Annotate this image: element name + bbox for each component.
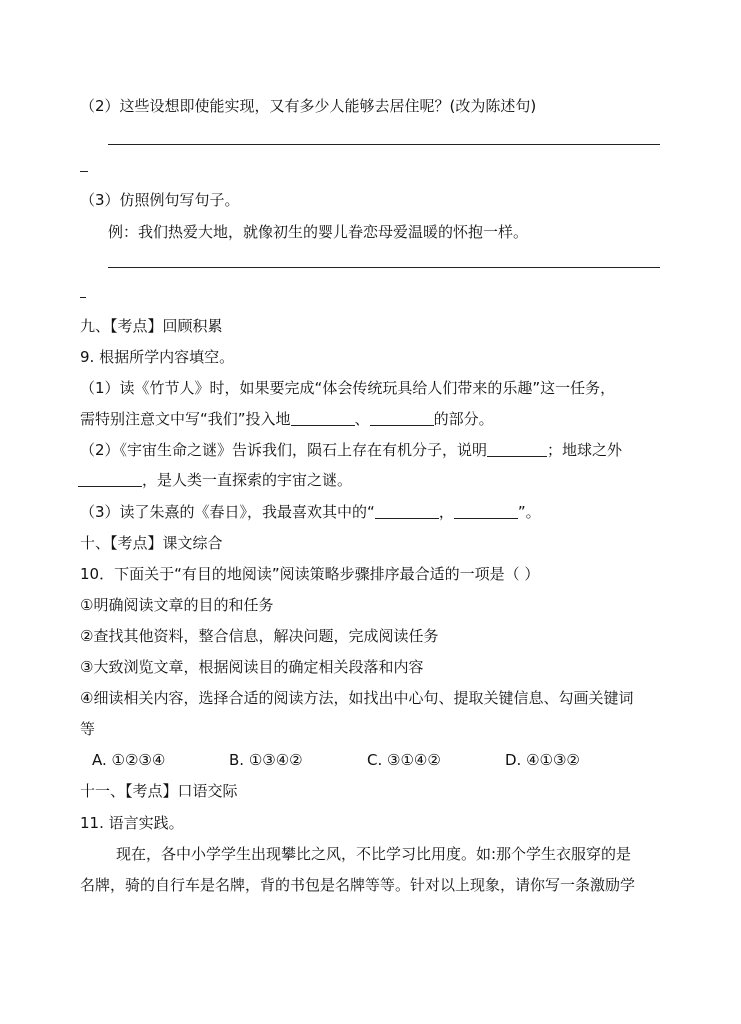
q9-item1-line1: （1）读《竹节人》时，如果要完成“体会传统玩具给人们带来的乐趣”这一任务， (80, 379, 616, 397)
q10-option-b[interactable]: B. ①③④② (229, 751, 303, 769)
q9-item3-text-b: ”。 (517, 503, 541, 521)
section9-heading: 九、【考点】回顾积累 (80, 317, 223, 335)
q8-item2-answer-line-wrap (80, 171, 88, 172)
q9-item1-blank-2[interactable] (370, 411, 434, 426)
q9-item2-text-c: ，是人类一直探索的宇宙之谜。 (142, 471, 353, 489)
q10-step-1: ①明确阅读文章的目的和任务 (80, 596, 274, 614)
q9-item2-blank-2[interactable] (78, 472, 142, 487)
q9-item3 (80, 502, 541, 522)
q11-title: 11. 语言实践。 (80, 814, 184, 832)
section11-heading: 十一、【考点】口语交际 (80, 782, 238, 800)
q9-item3-sep: ， (438, 503, 454, 521)
q8-item3: （3）仿照例句写句子。 (80, 191, 240, 209)
q10-step-4-cont: 等 (80, 720, 96, 738)
q9-item3-blank-1[interactable] (375, 504, 439, 519)
q9-item2-line1 (80, 440, 622, 460)
q9-item1-text-b: 的部分。 (433, 410, 494, 428)
q10-option-d[interactable]: D. ④①③② (505, 751, 580, 769)
q10-step-4: ④细读相关内容，选择合适的阅读方法，如找出中心句、提取关键信息、勾画关键词 (80, 689, 634, 707)
q9-title: 9. 根据所学内容填空。 (80, 348, 235, 366)
q9-item3-blank-2[interactable] (454, 504, 518, 519)
q8-example: 例：我们热爱大地，就像初生的婴儿眷恋母爱温暖的怀抱一样。 (108, 223, 529, 241)
q9-item2-text-a: （2）《宇宙生命之谜》告诉我们，陨石上存在有机分子，说明 (80, 441, 488, 459)
q9-item2-text-b: ；地球之外 (547, 441, 623, 459)
q9-item1-blank-1[interactable] (291, 411, 355, 426)
q9-item2-line2 (78, 470, 352, 490)
q10-option-a[interactable]: A. ①②③④ (92, 751, 166, 769)
q9-item3-text-a: （3）读了朱熹的《春日》，我最喜欢其中的“ (80, 503, 375, 521)
q8-item3-answer-line-wrap (80, 297, 86, 298)
q11-paragraph-line1: 现在，各中小学学生出现攀比之风，不比学习比用度。如:那个学生衣服穿的是 (116, 845, 632, 863)
q9-item2-blank-1[interactable] (487, 442, 547, 457)
q10-option-c[interactable]: C. ③①④② (367, 751, 441, 769)
q10-step-2: ②查找其他资料，整合信息，解决问题，完成阅读任务 (80, 627, 439, 645)
section10-heading: 十、【考点】课文综合 (80, 534, 223, 552)
q8-item2-answer-line[interactable] (108, 144, 660, 145)
q8-item2: （2）这些设想即使能实现，又有多少人能够去居住呢？(改为陈述句) (80, 97, 537, 115)
q10-title: 10．下面关于“有目的地阅读”阅读策略步骤排序最合适的一项是（ ） (80, 565, 540, 583)
q11-paragraph-line2: 名牌，骑的自行车是名牌，背的书包是名牌等等。针对以上现象，请你写一条激励学 (80, 876, 636, 894)
q9-item1-line2 (80, 409, 494, 429)
q9-item1-sep: 、 (354, 410, 370, 428)
q10-step-3: ③大致浏览文章，根据阅读目的确定相关段落和内容 (80, 658, 424, 676)
q8-item3-answer-line[interactable] (108, 267, 660, 268)
q9-item1-text-a: 需特别注意文中写“我们”投入地 (80, 410, 291, 428)
